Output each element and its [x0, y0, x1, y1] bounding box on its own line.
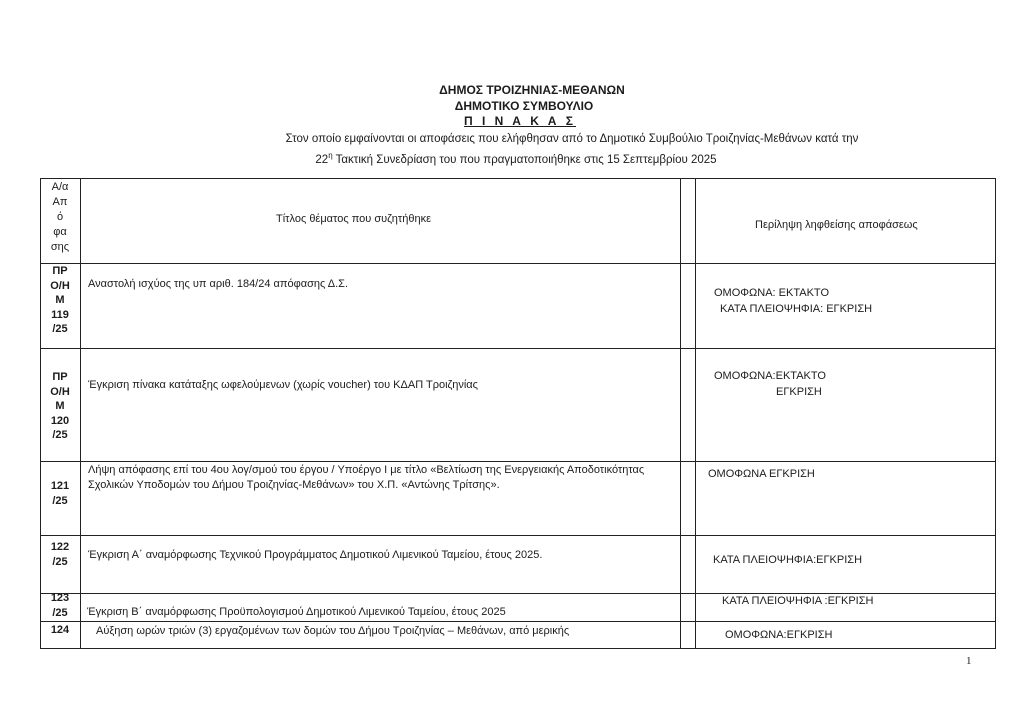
table-row-number: 121 /25	[50, 480, 70, 507]
table-row-number: ΠΡ Ο/Η Μ 119 /25	[50, 265, 70, 336]
table-row-decision-line: ΚΑΤΑ ΠΛΕΙΟΨΗΦΙΑ :ΕΓΚΡΙΣΗ	[722, 595, 874, 607]
table-row-subject: Έγκριση Α΄ αναμόρφωσης Τεχνικού Προγράμματος Δημοτικού Λιμενικού Ταμείου, έτους 2025.	[88, 549, 543, 561]
table-border-top	[40, 178, 996, 179]
table-row-subject: Λήψη απόφασης επί του 4ου λογ/σμού του έργου / Υποέργο Ι με τίτλο «Βελτίωση της Ενεργειακής Αποδοτικότητας Σχολικών Υποδομών του Δήμου Τροιζηνίας-Μεθάνων» του Χ.Π. «Αντώνης Τρίτσης».	[88, 464, 645, 491]
table-row-decision-line: ΚΑΤΑ ΠΛΕΙΟΨΗΦΙΑ:ΕΓΚΡΙΣΗ	[713, 554, 863, 566]
table-row-subject: Έγκριση Β΄ αναμόρφωσης Προϋπολογισμού Δημοτικού Λιμενικού Ταμείου, έτους 2025	[87, 606, 506, 618]
row-divider	[40, 461, 996, 462]
column-header-number: Α/α Απ ό φα σης	[50, 181, 70, 253]
session-details: Τακτική Συνεδρίαση του που πραγματοποιήθηκε στις 15 Σεπτεμβρίου 2025	[332, 153, 717, 166]
table-row-decision-line: ΟΜΟΦΩΝΑ:ΕΚΤΑΚΤΟ	[714, 370, 826, 382]
row-divider	[40, 263, 996, 264]
table-row-number: 124	[50, 624, 70, 636]
table-row-decision-line: ΚΑΤΑ ΠΛΕΙΟΨΗΦΙΑ: ΕΓΚΡΙΣΗ	[720, 303, 873, 315]
council-title: ΔΗΜΟΤΙΚΟ ΣΥΜΒΟΥΛΙΟ	[454, 99, 594, 113]
table-row-subject: Έγκριση πίνακα κατάταξης ωφελούμενων (χωρίς voucher) του ΚΔΑΠ Τροιζηνίας	[88, 379, 478, 391]
row-divider	[40, 348, 996, 349]
intro-text-line-1: Στον οποίο εμφαίνονται οι αποφάσεις που ελήφθησαν από το Δημοτικό Συμβούλιο Τροιζηνίας-Μεθάνων κατά την	[285, 133, 859, 145]
decisions-table	[40, 178, 996, 649]
municipality-title: ΔΗΜΟΣ ΤΡΟΙΖΗΝΙΑΣ-ΜΕΘΑΝΩΝ	[439, 83, 625, 97]
column-divider	[680, 178, 681, 649]
table-row-decision-line: ΟΜΟΦΩΝΑ ΕΓΚΡΙΣΗ	[708, 468, 815, 480]
table-row-decision-line: ΕΓΚΡΙΣΗ	[776, 386, 822, 398]
table-row-subject: Αναστολή ισχύος της υπ αριθ. 184/24 απόφασης Δ.Σ.	[88, 278, 349, 290]
row-divider	[40, 621, 996, 622]
column-divider	[695, 178, 696, 649]
table-row-number: 122 /25	[50, 541, 70, 568]
table-row-decision-line: ΟΜΟΦΩΝΑ: ΕΚΤΑΚΤΟ	[714, 287, 829, 299]
table-row-number: ΠΡ Ο/Η Μ 120 /25	[50, 371, 70, 442]
table-border-bottom	[40, 648, 996, 649]
table-row-number: 123 /25	[50, 592, 70, 619]
table-row-subject: Αύξηση ωρών τριών (3) εργαζομένων των δομών του Δήμου Τροιζηνίας – Μεθάνων, από μερικής	[96, 625, 570, 637]
session-number: 22	[315, 153, 329, 166]
column-header-subject: Τίτλος θέματος που συζητήθηκε	[276, 213, 431, 225]
session-ordinal: η	[328, 151, 333, 160]
page-number: 1	[966, 655, 972, 667]
column-divider	[80, 178, 81, 649]
column-header-decision: Περίληψη ληφθείσης αποφάσεως	[755, 219, 918, 231]
row-divider	[40, 535, 996, 536]
table-border-right	[995, 178, 996, 649]
table-row-decision-line: ΟΜΟΦΩΝΑ:ΕΓΚΡΙΣΗ	[725, 629, 833, 641]
table-title: Π Ι Ν Α Κ Α Σ	[464, 114, 576, 128]
intro-text-line-2	[4, 151, 1024, 166]
